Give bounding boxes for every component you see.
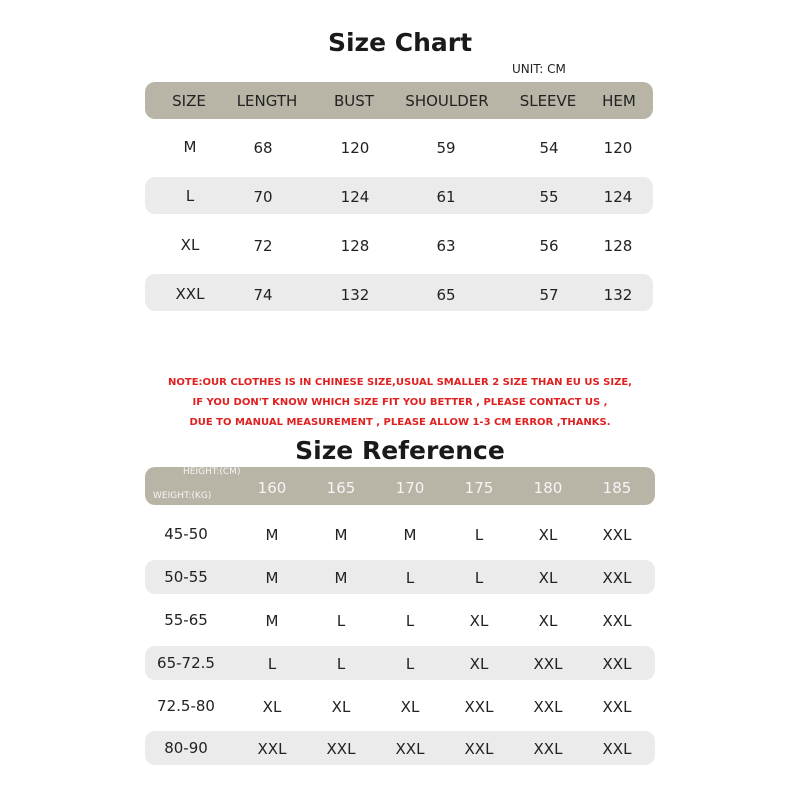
cell: XXL <box>464 740 494 758</box>
weight-cell: 45-50 <box>164 525 208 543</box>
cell: 132 <box>340 286 370 304</box>
cell: XL <box>262 698 282 716</box>
cell: XXL <box>602 526 632 544</box>
cell: XXL <box>464 698 494 716</box>
height-180: 180 <box>533 479 563 497</box>
cell: XL <box>469 655 489 673</box>
cell: M <box>265 569 279 587</box>
cell: 132 <box>603 286 633 304</box>
header-size: SIZE <box>172 92 206 110</box>
height-label: HEIGHT:(CM) <box>183 467 241 477</box>
cell: XXL <box>602 569 632 587</box>
note-line-1: NOTE:OUR CLOTHES IS IN CHINESE SIZE,USUAL SMALLER 2 SIZE THAN EU US SIZE, <box>168 377 632 388</box>
cell: M <box>403 526 417 544</box>
cell: L <box>336 612 346 630</box>
header-sleeve: SLEEVE <box>519 92 577 110</box>
header-shoulder: SHOULDER <box>405 92 489 110</box>
cell: 72 <box>253 237 273 255</box>
weight-label: WEIGHT:(KG) <box>153 491 212 501</box>
cell: 59 <box>436 139 456 157</box>
cell: XXL <box>175 285 205 303</box>
cell: 128 <box>340 237 370 255</box>
cell: 120 <box>603 139 633 157</box>
cell: 56 <box>539 237 559 255</box>
cell: XL <box>538 612 558 630</box>
cell: XL <box>538 526 558 544</box>
weight-cell: 50-55 <box>164 568 208 586</box>
cell: 124 <box>340 188 370 206</box>
cell: XL <box>538 569 558 587</box>
cell: L <box>267 655 277 673</box>
size-reference-title: Size Reference <box>295 436 505 465</box>
cell: L <box>405 612 415 630</box>
header-bust: BUST <box>334 92 374 110</box>
weight-cell: 80-90 <box>164 739 208 757</box>
cell: 63 <box>436 237 456 255</box>
cell: XXL <box>326 740 356 758</box>
cell: XXL <box>533 740 563 758</box>
cell: L <box>474 569 484 587</box>
cell: XXL <box>533 698 563 716</box>
cell: M <box>265 526 279 544</box>
height-160: 160 <box>257 479 287 497</box>
weight-cell: 55-65 <box>164 611 208 629</box>
weight-cell: 72.5-80 <box>157 697 215 715</box>
cell: 68 <box>253 139 273 157</box>
height-185: 185 <box>602 479 632 497</box>
weight-cell: 65-72.5 <box>157 654 215 672</box>
cell: XL <box>180 236 200 254</box>
cell: 120 <box>340 139 370 157</box>
cell: XXL <box>602 655 632 673</box>
cell: 61 <box>436 188 456 206</box>
cell: L <box>336 655 346 673</box>
cell: 70 <box>253 188 273 206</box>
cell: 54 <box>539 139 559 157</box>
note-line-2: IF YOU DON'T KNOW WHICH SIZE FIT YOU BETTER , PLEASE CONTACT US , <box>192 397 608 408</box>
cell: 65 <box>436 286 456 304</box>
header-hem: HEM <box>602 92 636 110</box>
cell: XL <box>400 698 420 716</box>
height-165: 165 <box>326 479 356 497</box>
size-chart-title: Size Chart <box>327 28 473 57</box>
note-line-3: DUE TO MANUAL MEASUREMENT , PLEASE ALLOW 1-3 CM ERROR ,THANKS. <box>189 417 611 428</box>
height-175: 175 <box>464 479 494 497</box>
cell: XXL <box>395 740 425 758</box>
cell: XXL <box>602 740 632 758</box>
cell: M <box>334 526 348 544</box>
cell: 124 <box>603 188 633 206</box>
cell: 57 <box>539 286 559 304</box>
cell: XXL <box>602 698 632 716</box>
cell: L <box>474 526 484 544</box>
cell: XXL <box>533 655 563 673</box>
cell: 74 <box>253 286 273 304</box>
header-length: LENGTH <box>236 92 298 110</box>
cell: L <box>185 187 195 205</box>
cell: XXL <box>602 612 632 630</box>
height-170: 170 <box>395 479 425 497</box>
cell: M <box>334 569 348 587</box>
cell: M <box>265 612 279 630</box>
cell: XXL <box>257 740 287 758</box>
cell: L <box>405 655 415 673</box>
cell: 128 <box>603 237 633 255</box>
cell: XL <box>331 698 351 716</box>
cell: M <box>183 138 197 156</box>
cell: XL <box>469 612 489 630</box>
unit-label: UNIT: CM <box>512 62 566 76</box>
cell: L <box>405 569 415 587</box>
cell: 55 <box>539 188 559 206</box>
